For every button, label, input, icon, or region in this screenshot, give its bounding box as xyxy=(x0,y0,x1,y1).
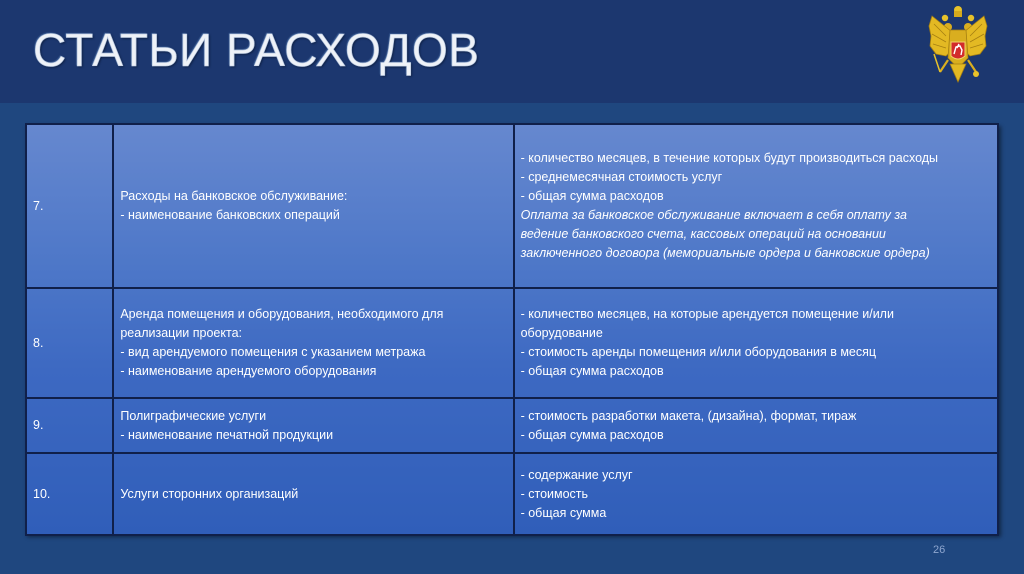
expense-name-line: - наименование печатной продукции xyxy=(120,427,334,442)
table-row xyxy=(26,398,998,453)
expense-name-cell xyxy=(113,124,513,288)
parameter-note-line: Оплата за банковское обслуживание включает в себя оплату за xyxy=(520,208,908,222)
expense-parameters-cell xyxy=(514,398,998,453)
expense-name-line: Расходы на банковское обслуживание: xyxy=(120,189,348,203)
expense-parameters-cell xyxy=(514,288,998,398)
parameter-note-line: ведение банковского счета, кассовых операций на основании xyxy=(520,227,886,241)
table-row xyxy=(26,453,998,535)
row-number: 10. xyxy=(26,453,113,535)
row-number: 9. xyxy=(26,398,113,453)
expense-name-cell xyxy=(113,398,513,453)
expense-parameters-cell xyxy=(514,453,998,535)
parameter-line: оборудование xyxy=(520,326,603,340)
parameter-line: - общая сумма расходов xyxy=(520,364,664,378)
expense-name-line: Аренда помещения и оборудования, необходимого для xyxy=(120,307,444,321)
parameter-note-line: заключенного договора (мемориальные ордера и банковские ордера) xyxy=(520,246,930,260)
expense-parameters-cell xyxy=(514,124,998,288)
expense-name-line: Полиграфические услуги xyxy=(120,408,267,423)
parameter-line: - стоимость xyxy=(520,486,589,501)
expense-name-cell xyxy=(113,288,513,398)
expense-name-line: - наименование арендуемого оборудования xyxy=(120,364,377,378)
expense-name-line: Услуги сторонних организаций xyxy=(120,486,299,501)
row-number: 8. xyxy=(26,288,113,398)
page-number: 26 xyxy=(933,544,946,556)
expense-name-line: - вид арендуемого помещения с указанием метража xyxy=(120,345,426,359)
table-row xyxy=(26,124,998,288)
parameter-line: - содержание услуг xyxy=(520,467,633,482)
parameter-line: - стоимость разработки макета, (дизайна), формат, тираж xyxy=(520,408,857,423)
expense-name-line: реализации проекта: xyxy=(120,326,242,340)
parameter-line: - общая сумма xyxy=(520,505,607,520)
russian-coat-of-arms-icon xyxy=(926,2,990,100)
parameter-line: - стоимость аренды помещения и/или оборудования в месяц xyxy=(520,345,877,359)
parameter-line: - общая сумма расходов xyxy=(520,427,664,442)
expense-items-table xyxy=(25,123,999,534)
parameter-line: - количество месяцев, на которые арендуется помещение и/или xyxy=(520,307,894,321)
expense-name-line: - наименование банковских операций xyxy=(120,208,340,222)
row-number: 7. xyxy=(26,124,113,288)
page-title: СТАТЬИ РАСХОДОВ xyxy=(33,24,480,76)
expense-name-cell xyxy=(113,453,513,535)
parameter-line: - среднемесячная стоимость услуг xyxy=(520,170,723,184)
table-row xyxy=(26,288,998,398)
parameter-line: - общая сумма расходов xyxy=(520,189,664,203)
parameter-line: - количество месяцев, в течение которых будут производиться расходы xyxy=(520,151,939,165)
